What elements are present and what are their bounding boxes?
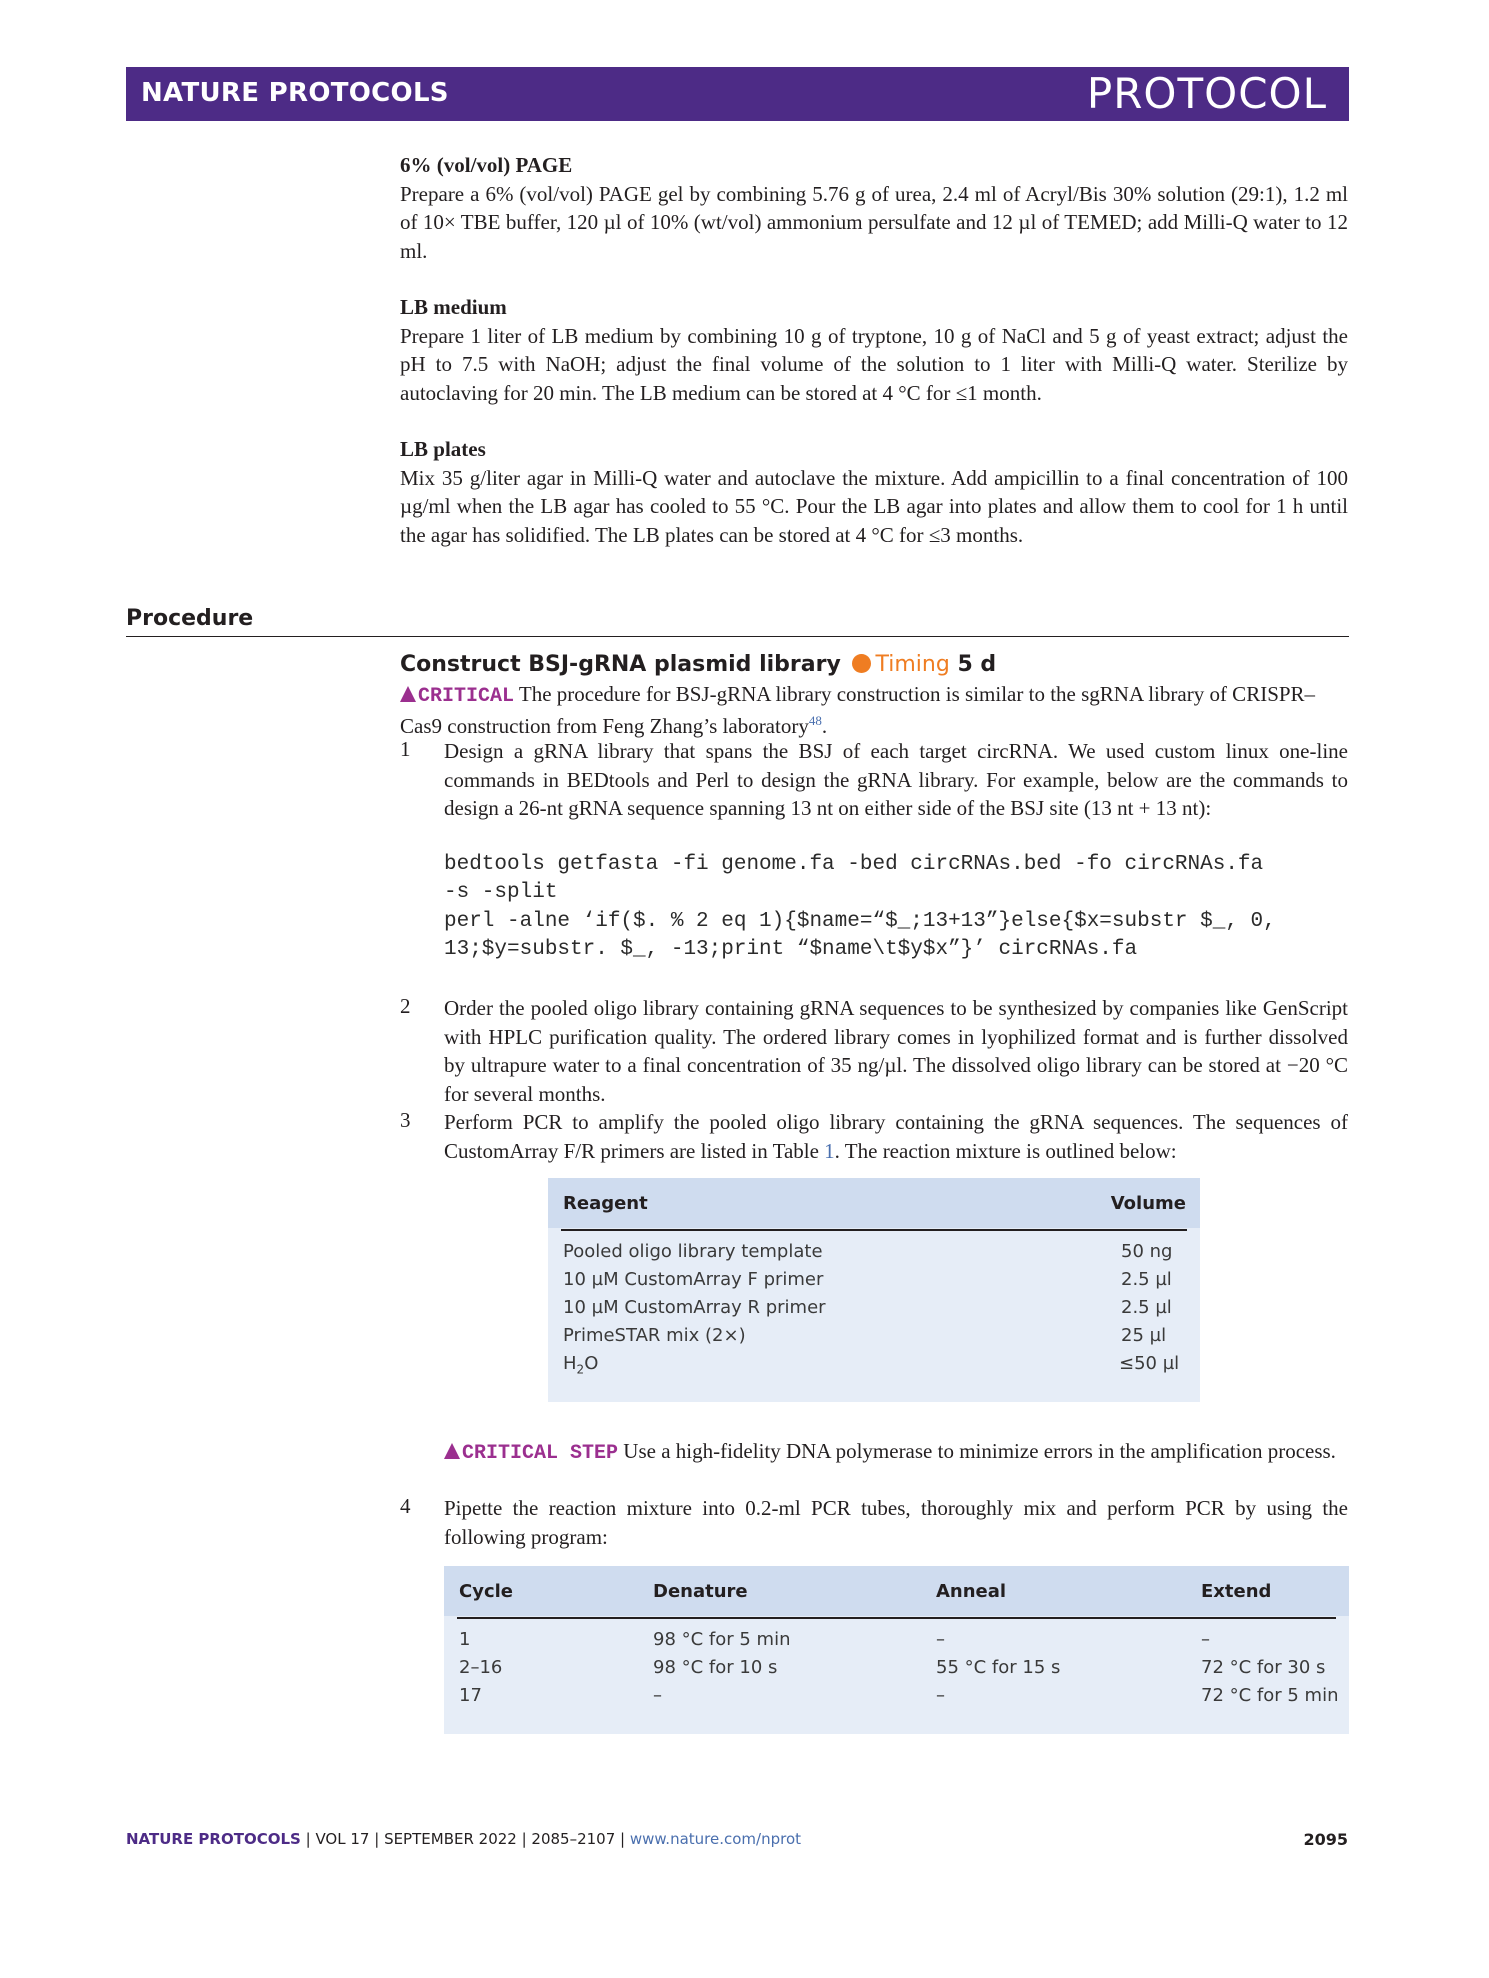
column-header: Volume [1110,1193,1186,1214]
table-cell: 1 [459,1629,471,1650]
table-cell: 10 µM CustomArray F primer [563,1269,824,1290]
table-cell: – [653,1685,662,1706]
step-text [444,1108,1348,1165]
critical-text: The procedure for BSJ-gRNA library construction is similar to the sgRNA library of CRISPR–Cas9 construction from Feng Zhang’s laboratory [400,682,1316,738]
table-cell: 98 °C for 10 s [653,1657,778,1678]
timing-label: Timing [875,652,950,677]
footer-pages: 2085–2107 [531,1830,616,1848]
step-text: Pipette the reaction mixture into 0.2-ml PCR tubes, thoroughly mix and perform PCR by using the following program: [444,1496,1348,1549]
journal-name: NATURE PROTOCOLS [141,78,449,108]
block-title: LB medium [400,295,507,319]
table-header-row [444,1566,1349,1616]
code-line: 13;$y=substr. $_, -13;print “$name\t$y$x”}’ circRNAs.fa [444,938,1138,961]
table-cell: 2.5 µl [1121,1297,1172,1318]
footer-url[interactable]: www.nature.com/nprot [629,1830,802,1848]
page-number: 2095 [1303,1830,1348,1849]
water-h: H [563,1353,577,1374]
table-cell: – [936,1685,945,1706]
block-text: Prepare a 6% (vol/vol) PAGE gel by combining 5.76 g of urea, 2.4 ml of Acryl/Bis 30% solution (29:1), 1.2 ml of 10× TBE buffer, 120 µl of 10% (wt/vol) ammonium persulfate and 12 µl of TEMED; add Milli-Q water to 12 ml. [400,181,1348,263]
table-cell: 72 °C for 5 min [1201,1685,1339,1706]
section-label: Procedure [126,606,254,631]
table-cell: 72 °C for 30 s [1201,1657,1326,1678]
table-cell: – [1201,1629,1210,1650]
header-banner [126,67,1349,121]
critical-tag: CRITICAL [418,685,515,708]
footer-journal: NATURE PROTOCOLS [126,1830,301,1848]
critical-step-text: Use a high-fidelity DNA polymerase to minimize errors in the amplification process. [623,1439,1336,1463]
table-cell: 55 °C for 15 s [936,1657,1061,1678]
pcr-program-table [444,1566,1349,1734]
column-header: Extend [1201,1581,1272,1602]
page-footer: NATURE PROTOCOLS | VOL 17 | SEPTEMBER 2022 | 2085–2107 | www.nature.com/nprot [126,1830,802,1848]
timing-value: 5 d [957,652,997,677]
table-cell: 98 °C for 5 min [653,1629,791,1650]
procedure-title-text: Construct BSJ-gRNA plasmid library [400,652,841,677]
warning-triangle-icon [400,686,416,702]
column-header: Cycle [459,1581,513,1602]
table-cell: – [936,1629,945,1650]
code-line: -s -split [444,881,558,904]
table-cell: 10 µM CustomArray R primer [563,1297,826,1318]
block-text: Prepare 1 liter of LB medium by combining 10 g of tryptone, 10 g of NaCl and 5 g of yeast extract; adjust the pH to 7.5 with NaOH; adjust the final volume of the solution to 1 liter with Milli-Q water. Sterilize by autoclaving for 20 min. The LB medium can be stored at 4 °C for ≤1 month. [400,323,1348,405]
table-cell: Pooled oligo library template [563,1241,823,1262]
step-text-part: . The reaction mixture is outlined below: [834,1138,1177,1163]
table-cell: 17 [459,1685,482,1706]
block-title: 6% (vol/vol) PAGE [400,153,573,177]
critical-note [400,680,1348,740]
table-cell: 2–16 [459,1657,503,1678]
critical-step-note [444,1437,1348,1469]
reagent-block-lb-medium [400,293,1348,407]
code-line: bedtools getfasta -fi genome.fa -bed circRNAs.bed -fo circRNAs.fa [444,853,1264,876]
footer-date: SEPTEMBER 2022 [384,1830,517,1848]
warning-triangle-icon [444,1443,460,1459]
table-cell: ≤50 µl [1119,1353,1180,1374]
timing-dot-icon [852,654,871,673]
column-header: Denature [653,1581,748,1602]
step-text: Design a gRNA library that spans the BSJ of each target circRNA. We used custom linux one-line commands in BEDtools and Perl to design the gRNA library. For example, below are the commands to design a 26-nt gRNA sequence spanning 13 nt on either side of the BSJ site (13 nt + 13 nt): [444,739,1348,820]
table-rule [561,1229,1187,1231]
table-cell: 50 ng [1121,1241,1173,1262]
table-header-row [548,1178,1200,1228]
table-cell: 25 µl [1121,1325,1167,1346]
reaction-table [548,1178,1200,1402]
article-type: PROTOCOL [1086,69,1327,118]
reagent-block-lb-plates [400,435,1348,549]
column-header: Reagent [563,1193,648,1214]
table-link[interactable]: 1 [824,1138,835,1163]
water-o: O [584,1353,599,1374]
code-line: perl -alne ‘if($. % 2 eq 1){$name=“$_;13+13”}else{$x=substr $_, 0, [444,910,1276,933]
step-number: 3 [400,1108,411,1132]
table-cell: PrimeSTAR mix (2×) [563,1325,746,1346]
step-text: Order the pooled oligo library containing gRNA sequences to be synthesized by companies like GenScript with HPLC purification quality. The ordered library comes in lyophilized format and is further dissolved by ultrapure water to a final concentration of 35 ng/µl. The dissolved oligo library can be stored at −20 °C for several months. [444,996,1348,1106]
table-rule [457,1617,1336,1619]
procedure-title [400,652,996,677]
critical-step-tag: CRITICAL STEP [462,1442,619,1465]
step-number: 1 [400,737,411,761]
column-header: Anneal [936,1581,1007,1602]
water-subscript: 2 [576,1362,585,1377]
critical-end: . [821,713,828,738]
block-text: Mix 35 g/liter agar in Milli-Q water and autoclave the mixture. Add ampicillin to a final concentration of 100 µg/ml when the LB agar has cooled to 55 °C. Pour the LB agar into plates and allow them to cool for 1 h until the agar has solidified. The LB plates can be stored at 4 °C for ≤3 months. [400,465,1348,547]
step-text-part: Perform PCR to amplify the pooled oligo library containing the gRNA sequences. The sequences of CustomArray F/R primers are listed in Table [444,1110,1348,1163]
table-cell-water [563,1353,598,1377]
step-number: 2 [400,994,411,1018]
step-number: 4 [400,1494,411,1518]
block-title: LB plates [400,437,486,461]
citation-ref[interactable]: 48 [808,712,822,728]
reagent-block-page [400,151,1348,265]
table-cell: 2.5 µl [1121,1269,1172,1290]
section-divider [126,636,1349,637]
footer-volume: VOL 17 [315,1830,370,1848]
